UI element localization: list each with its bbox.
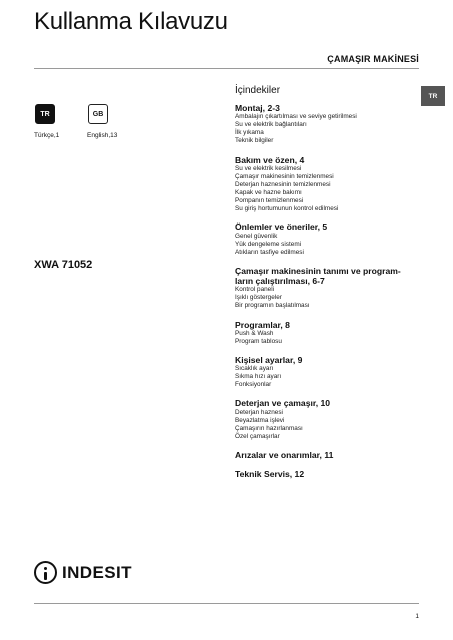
toc-entry[interactable]: Sıkma hızı ayarı (235, 373, 282, 381)
toc-section (235, 222, 415, 256)
language-gb-button[interactable]: GB (88, 104, 108, 124)
toc-heading: İçindekiler (235, 85, 281, 96)
toc-entry[interactable]: Işıklı göstergeler (235, 294, 282, 302)
toc-entry[interactable]: Yük dengeleme sistemi (235, 240, 302, 248)
page-number: 1 (415, 613, 419, 620)
logo-stem (44, 572, 48, 581)
toc-section (235, 355, 415, 389)
model-number: XWA 71052 (34, 259, 93, 271)
toc-section-title[interactable]: Önlemler ve öneriler, 5 (235, 222, 328, 233)
toc-section (235, 155, 415, 214)
language-side-tab[interactable]: TR (421, 86, 445, 106)
toc-entry[interactable]: Su ve elektrik kesilmesi (235, 164, 302, 172)
toc-section (235, 469, 415, 479)
toc-entry[interactable]: Su ve elektrik bağlantıları (235, 121, 307, 129)
toc-section-title[interactable]: Deterjan ve çamaşır, 10 (235, 398, 331, 409)
product-category: ÇAMAŞIR MAKİNESİ (327, 54, 419, 64)
toc-entry[interactable]: Genel güvenlik (235, 232, 278, 240)
toc-section (235, 398, 415, 441)
toc-entry[interactable]: Fonksiyonlar (235, 381, 272, 389)
language-tr-button[interactable]: TR (35, 104, 55, 124)
toc-entry[interactable]: Özel çamaşırlar (235, 432, 280, 440)
toc-section (235, 450, 415, 460)
toc-entry[interactable]: Bir programın başlatılması (235, 302, 310, 310)
toc-section-title[interactable]: Arızalar ve onarımlar, 11 (235, 449, 334, 460)
toc-entry[interactable]: Program tablosu (235, 337, 282, 345)
page-title: Kullanma Kılavuzu (34, 8, 228, 35)
toc-entry[interactable]: İlk yıkama (235, 129, 264, 137)
logo-dot (44, 567, 48, 571)
toc-entry[interactable]: Çamaşırın hazırlanması (235, 424, 303, 432)
toc-entry[interactable]: Atıkların tasfiye edilmesi (235, 248, 304, 256)
toc-entry[interactable]: Su giriş hortumunun kontrol edilmesi (235, 205, 339, 213)
toc-section (235, 103, 415, 146)
toc-section-title[interactable]: Programlar, 8 (235, 319, 290, 330)
toc-entry[interactable]: Ambalajın çıkartılması ve seviye getirilmesi (235, 113, 357, 121)
toc-section-title[interactable]: Teknik Servis, 12 (235, 469, 305, 480)
indesit-logo-icon (34, 561, 57, 584)
toc-section-title[interactable]: Montaj, 2-3 (235, 103, 280, 113)
toc-section-title[interactable]: Kişisel ayarlar, 9 (235, 354, 303, 365)
toc-section-title[interactable]: Bakım ve özen, 4 (235, 154, 305, 165)
toc-sections (235, 103, 415, 479)
toc-entry[interactable]: Push & Wash (235, 329, 274, 337)
brand-name: INDESIT (62, 562, 132, 582)
toc-entry[interactable]: Teknik bilgiler (235, 137, 274, 145)
toc-entry[interactable]: Deterjan haznesi (235, 408, 283, 416)
toc-entry[interactable]: Pompanın temizlenmesi (235, 197, 304, 205)
table-of-contents (235, 85, 415, 488)
language-tr-label[interactable]: Türkçe,1 (34, 132, 60, 139)
toc-section (235, 320, 415, 346)
toc-section-title[interactable]: Çamaşır makinesinin tanımı ve program- ların çalıştırılması, 6-7 (235, 265, 401, 287)
header-divider (34, 68, 419, 69)
toc-entry[interactable]: Çamaşır makinesinin temizlenmesi (235, 172, 334, 180)
brand-logo (34, 561, 132, 584)
toc-entry[interactable]: Kapak ve hazne bakımı (235, 189, 302, 197)
footer-divider (34, 603, 419, 604)
toc-section (235, 266, 415, 311)
toc-entry[interactable]: Beyazlatma işlevi (235, 416, 285, 424)
toc-entry[interactable]: Deterjan haznesinin temizlenmesi (235, 180, 331, 188)
language-gb-label[interactable]: English,13 (87, 132, 118, 139)
toc-entry[interactable]: Kontrol paneli (235, 286, 275, 294)
toc-entry[interactable]: Sıcaklık ayarı (235, 365, 274, 373)
